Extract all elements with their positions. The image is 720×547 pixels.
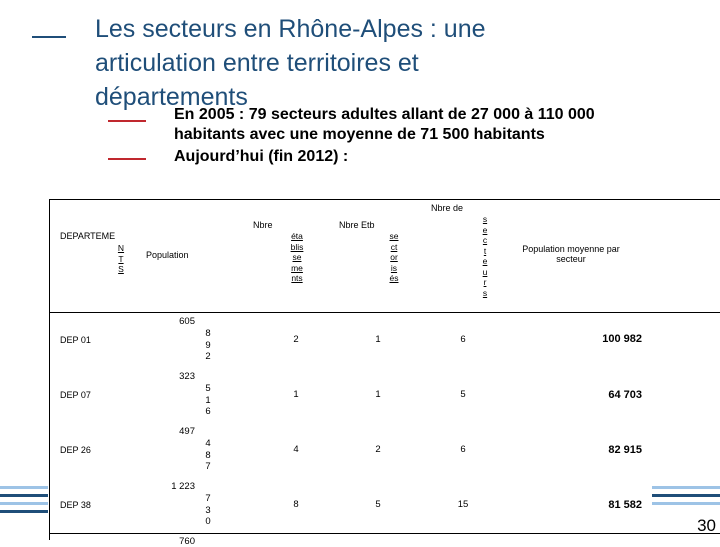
row-dep38-pop-top: 1 223 [171, 481, 195, 492]
row-dep01-dep: DEP 01 [60, 335, 91, 345]
row-dep38-dep: DEP 38 [60, 500, 91, 510]
page-number: 30 [697, 516, 716, 535]
header-departement-letters: N T S [117, 243, 125, 274]
decor-bar-right-1 [652, 486, 720, 489]
row-dep38-nbre-sect: 15 [457, 499, 469, 510]
row-dep38-moyenne: 81 582 [608, 499, 642, 511]
header-nbre: Nbre [253, 220, 273, 230]
row-dep26-nbre-etab: 4 [293, 444, 299, 455]
bullet-marker-1 [108, 120, 146, 122]
header-secteurs-mid: se ct or is és [389, 231, 399, 283]
row-dep26-moyenne: 82 915 [608, 444, 642, 456]
row-dep01-moyenne: 100 982 [602, 333, 642, 345]
bullet-marker-2 [108, 158, 146, 160]
row-dep07-nbre-etab: 1 [293, 389, 299, 400]
title-decoration-line [32, 36, 66, 38]
table-row-divider-bottom [49, 533, 720, 534]
header-departement: DEPARTEME [60, 231, 116, 241]
row-dep26-pop-digits: 4 8 7 [205, 438, 211, 472]
header-nbre-de: Nbre de [431, 203, 464, 213]
slide-title [95, 12, 695, 114]
title-line-2: articulation entre territoires et [95, 49, 419, 77]
decor-bar-right-3 [652, 502, 720, 505]
row-dep01-pop-top: 605 [179, 316, 195, 327]
row-dep26-nbre-sect: 6 [460, 444, 466, 455]
row-dep01-nbre-etb: 1 [375, 334, 381, 345]
decor-bar-right-2 [652, 494, 720, 497]
header-etablissements: éta blis se me nts [290, 231, 304, 283]
decor-bar-2 [0, 494, 48, 497]
row-dep07-pop-top: 323 [179, 371, 195, 382]
row-dep07-dep: DEP 07 [60, 390, 91, 400]
row-dep07-nbre-sect: 5 [460, 389, 466, 400]
row-dep01-nbre-etab: 2 [293, 334, 299, 345]
header-secteurs-letters: s e c t e u r s [482, 214, 488, 298]
table-header-divider [49, 312, 720, 313]
title-line-3: départements [95, 83, 248, 111]
title-line-1: Les secteurs en Rhône-Alpes : une [95, 15, 486, 43]
table-left-border [49, 199, 50, 540]
decor-bar-4 [0, 510, 48, 513]
bullet-text-3: Aujourd’hui (fin 2012) : [174, 148, 349, 165]
row-dep01-pop-digits: 8 9 2 [205, 328, 211, 362]
row-dep38-pop-digits: 7 3 0 [205, 493, 211, 527]
row-dep26-nbre-etb: 2 [375, 444, 381, 455]
bullet-text-2: habitants avec une moyenne de 71 500 habitants [174, 126, 545, 143]
bullet-text-1: En 2005 : 79 secteurs adultes allant de 27 000 à 110 000 [174, 106, 595, 123]
row-dep26-dep: DEP 26 [60, 445, 91, 455]
table-top-border [49, 199, 720, 200]
header-population: Population [146, 250, 189, 260]
row-dep38-nbre-etb: 5 [375, 499, 381, 510]
row-dep01-nbre-sect: 6 [460, 334, 466, 345]
row-dep26-pop-top: 497 [179, 426, 195, 437]
header-nbre-etb: Nbre Etb [339, 220, 375, 230]
row-partial-pop-top: 760 [179, 536, 195, 547]
row-dep07-moyenne: 64 703 [608, 389, 642, 401]
row-dep07-pop-digits: 5 1 6 [205, 383, 211, 417]
header-pop-moyenne: Population moyenne par secteur [522, 244, 620, 264]
row-dep07-nbre-etb: 1 [375, 389, 381, 400]
decor-bar-1 [0, 486, 48, 489]
row-dep38-nbre-etab: 8 [293, 499, 299, 510]
decor-bar-3 [0, 502, 48, 505]
